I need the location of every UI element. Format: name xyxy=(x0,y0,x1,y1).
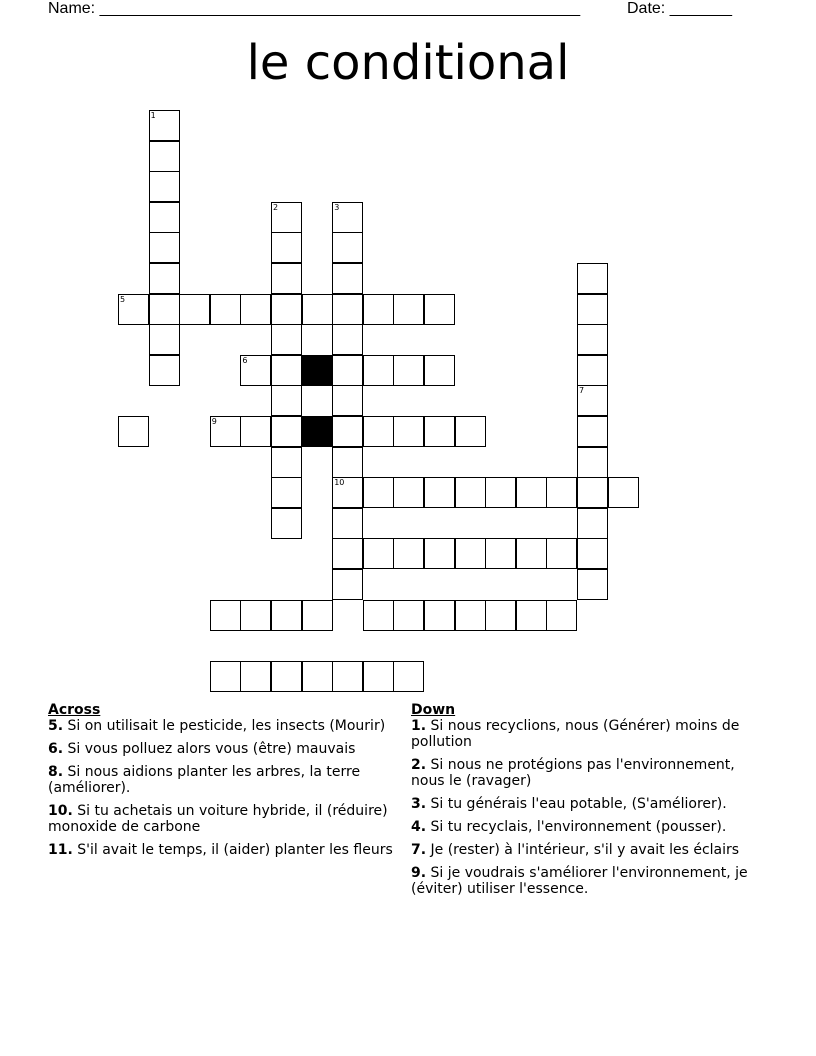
clue-number: 8. xyxy=(48,764,64,780)
crossword-cell[interactable] xyxy=(424,355,455,386)
down-clues xyxy=(411,702,761,904)
crossword-cell[interactable] xyxy=(577,385,608,416)
crossword-cell[interactable] xyxy=(332,385,363,416)
clue-text: Si vous polluez alors vous (être) mauvais xyxy=(67,741,356,757)
clue-text: Si tu achetais un voiture hybride, il (réduire) monoxide de carbone xyxy=(48,803,388,835)
crossword-cell[interactable] xyxy=(393,661,424,692)
crossword-cell[interactable] xyxy=(332,538,363,569)
clue-across-5 xyxy=(48,718,393,734)
crossword-cell[interactable] xyxy=(393,355,424,386)
clue-number: 7. xyxy=(411,842,427,858)
crossword-cell[interactable] xyxy=(577,355,608,386)
clue-number-label: 6 xyxy=(242,355,248,365)
clue-number: 5. xyxy=(48,718,64,734)
crossword-cell[interactable] xyxy=(546,538,577,569)
page-title: le conditional xyxy=(246,35,570,91)
crossword-cell[interactable] xyxy=(271,324,302,355)
crossword-cell[interactable] xyxy=(424,477,455,508)
crossword-cell[interactable] xyxy=(363,600,394,631)
crossword-cell[interactable] xyxy=(240,600,271,631)
crossword-cell[interactable] xyxy=(149,324,180,355)
crossword-cell[interactable] xyxy=(271,600,302,631)
crossword-cell[interactable] xyxy=(577,569,608,600)
clue-number: 9. xyxy=(411,865,427,881)
crossword-cell[interactable] xyxy=(577,447,608,478)
clue-number-label: 10 xyxy=(334,478,345,488)
crossword-cell[interactable] xyxy=(516,538,547,569)
crossword-cell[interactable] xyxy=(149,355,180,386)
clue-number-label: 7 xyxy=(579,386,585,396)
down-heading: Down xyxy=(411,702,456,718)
crossword-cell[interactable] xyxy=(210,416,241,447)
clue-number: 1. xyxy=(411,718,427,734)
crossword-cell[interactable] xyxy=(455,538,486,569)
crossword-cell[interactable] xyxy=(577,416,608,447)
clue-number-label: 3 xyxy=(334,202,340,212)
crossword-cell[interactable] xyxy=(271,416,302,447)
crossword-cell[interactable] xyxy=(332,477,363,508)
crossword-cell[interactable] xyxy=(485,477,516,508)
across-clues xyxy=(48,702,393,865)
crossword-cell[interactable] xyxy=(118,416,149,447)
clue-number-label: 9 xyxy=(211,417,217,426)
crossword-cell[interactable] xyxy=(332,263,363,294)
crossword-cell[interactable] xyxy=(210,294,241,325)
clue-text: Si nous recyclions, nous (Générer) moins de pollution xyxy=(411,718,740,750)
crossword-cell[interactable] xyxy=(393,538,424,569)
crossword-cell[interactable] xyxy=(424,538,455,569)
crossword-cell[interactable] xyxy=(363,294,394,325)
name-line: Name: ______________________________________________________ xyxy=(48,0,581,17)
clue-number: 4. xyxy=(411,819,427,835)
crossword-cell[interactable] xyxy=(332,355,363,386)
crossword-cell[interactable] xyxy=(179,294,210,325)
clue-across-11 xyxy=(48,842,393,858)
crossword-cell[interactable] xyxy=(332,294,363,325)
clue-text: Si nous aidions planter les arbres, la terre (améliorer). xyxy=(48,764,361,796)
clue-down-3 xyxy=(411,796,761,812)
clue-text: Si tu recyclais, l'environnement (pousser). xyxy=(430,819,727,835)
crossword-cell[interactable] xyxy=(393,294,424,325)
crossword-cell[interactable] xyxy=(332,508,363,539)
clue-number: 11. xyxy=(48,842,73,858)
crossword-cell[interactable] xyxy=(240,355,271,386)
clue-text: Je (rester) à l'intérieur, s'il y avait les éclairs xyxy=(430,842,740,858)
crossword-cell[interactable] xyxy=(332,447,363,478)
crossword-cell[interactable] xyxy=(332,569,363,600)
crossword-cell[interactable] xyxy=(302,661,333,692)
crossword-cell[interactable] xyxy=(302,294,333,325)
crossword-cell[interactable] xyxy=(210,600,241,631)
crossword-cell[interactable] xyxy=(577,324,608,355)
clue-across-10 xyxy=(48,803,393,835)
clue-across-6 xyxy=(48,741,393,757)
crossword-cell[interactable] xyxy=(271,355,302,386)
clue-text: Si je voudrais s'améliorer l'environnement, je (éviter) utiliser l'essence. xyxy=(411,865,748,897)
crossword-cell[interactable] xyxy=(271,385,302,416)
crossword-cell[interactable] xyxy=(455,416,486,447)
crossword-cell[interactable] xyxy=(271,232,302,263)
crossword-cell[interactable] xyxy=(424,600,455,631)
crossword-cell[interactable] xyxy=(240,416,271,447)
crossword-cell[interactable] xyxy=(577,538,608,569)
crossword-cell[interactable] xyxy=(424,416,455,447)
clue-number: 6. xyxy=(48,741,64,757)
crossword-cell[interactable] xyxy=(271,508,302,539)
crossword-cell[interactable] xyxy=(485,538,516,569)
crossword-cell[interactable] xyxy=(240,661,271,692)
crossword-cell[interactable] xyxy=(149,141,180,172)
crossword-cell[interactable] xyxy=(240,294,271,325)
crossword-cell[interactable] xyxy=(118,294,149,325)
clue-down-7 xyxy=(411,842,761,858)
crossword-cell[interactable] xyxy=(363,416,394,447)
clue-down-1 xyxy=(411,718,761,750)
crossword-cell[interactable] xyxy=(271,263,302,294)
date-line: Date: _______ xyxy=(627,0,732,17)
crossword-cell[interactable] xyxy=(271,447,302,478)
crossword-cell[interactable] xyxy=(363,355,394,386)
clue-number: 3. xyxy=(411,796,427,812)
crossword-cell[interactable] xyxy=(485,600,516,631)
crossword-cell[interactable] xyxy=(577,294,608,325)
crossword-cell[interactable] xyxy=(332,232,363,263)
crossword-cell[interactable] xyxy=(149,110,180,141)
crossword-cell[interactable] xyxy=(363,538,394,569)
crossword-cell[interactable] xyxy=(577,263,608,294)
clue-text: Si tu générais l'eau potable, (S'améliorer). xyxy=(430,796,727,812)
crossword-cell[interactable] xyxy=(577,477,608,508)
crossword-cell[interactable] xyxy=(271,202,302,233)
crossword-cell[interactable] xyxy=(516,600,547,631)
crossword-cell[interactable] xyxy=(149,263,180,294)
crossword-cell[interactable] xyxy=(608,477,639,508)
crossword-cell[interactable] xyxy=(393,600,424,631)
clue-number-label: 5 xyxy=(120,294,126,304)
crossword-cell[interactable] xyxy=(271,477,302,508)
crossword-cell[interactable] xyxy=(546,600,577,631)
crossword-cell[interactable] xyxy=(332,416,363,447)
clue-down-9 xyxy=(411,865,761,897)
crossword-cell[interactable] xyxy=(302,600,333,631)
crossword-cell[interactable] xyxy=(149,294,180,325)
crossword-cell[interactable] xyxy=(271,294,302,325)
black-cell xyxy=(302,355,333,386)
clue-number: 2. xyxy=(411,757,427,773)
crossword-cell[interactable] xyxy=(271,661,302,692)
black-cell xyxy=(302,416,333,447)
crossword-cell[interactable] xyxy=(363,477,394,508)
crossword-cell[interactable] xyxy=(149,171,180,202)
crossword-cell[interactable] xyxy=(332,202,363,233)
crossword-cell[interactable] xyxy=(455,600,486,631)
crossword-cell[interactable] xyxy=(149,202,180,233)
crossword-cell[interactable] xyxy=(332,324,363,355)
clue-text: Si on utilisait le pesticide, les insects (Mourir) xyxy=(67,718,386,734)
clue-number-label: 2 xyxy=(273,202,279,212)
clue-across-8 xyxy=(48,764,393,796)
clue-text: Si nous ne protégions pas l'environnement, nous le (ravager) xyxy=(411,757,735,789)
crossword-cell[interactable] xyxy=(363,661,394,692)
across-heading: Across xyxy=(48,702,101,718)
clue-down-2 xyxy=(411,757,761,789)
crossword-cell[interactable] xyxy=(149,232,180,263)
crossword-cell[interactable] xyxy=(424,294,455,325)
clue-text: S'il avait le temps, il (aider) planter les fleurs xyxy=(77,842,393,858)
crossword-cell[interactable] xyxy=(332,661,363,692)
crossword-cell[interactable] xyxy=(546,477,577,508)
crossword-cell[interactable] xyxy=(577,508,608,539)
clue-number: 10. xyxy=(48,803,73,819)
crossword-cell[interactable] xyxy=(210,661,241,692)
crossword-cell[interactable] xyxy=(393,477,424,508)
crossword-cell[interactable] xyxy=(393,416,424,447)
crossword-cell[interactable] xyxy=(516,477,547,508)
crossword-cell[interactable] xyxy=(455,477,486,508)
clue-number-label: 1 xyxy=(150,111,156,120)
clue-down-4 xyxy=(411,819,761,835)
